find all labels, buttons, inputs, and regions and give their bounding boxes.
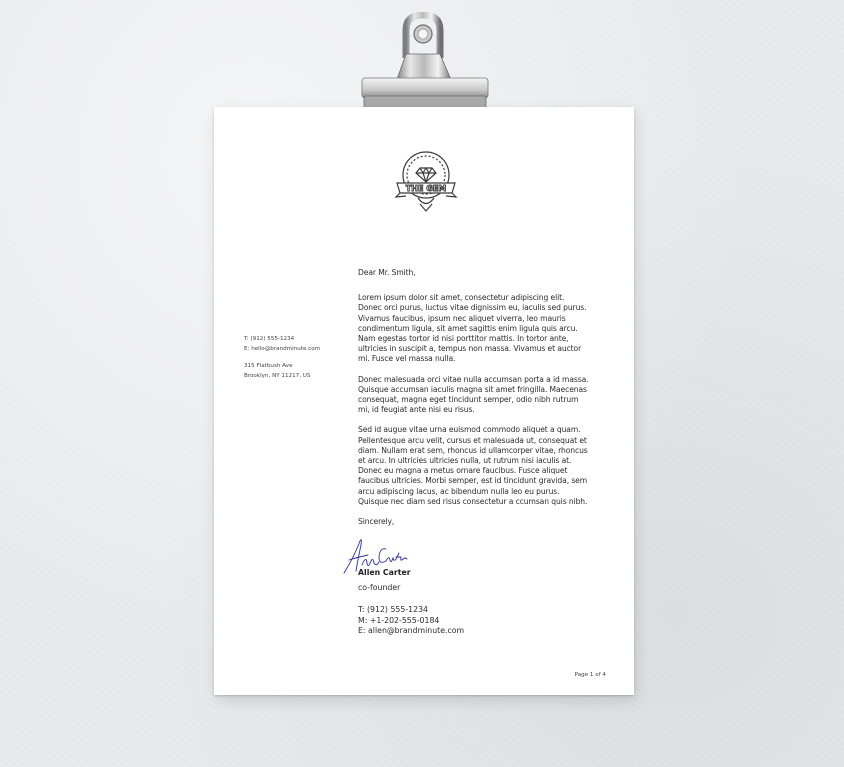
letter-closing: Sincerely, — [358, 517, 395, 527]
signer-name: Allen Carter — [358, 568, 411, 577]
signer-block — [358, 568, 464, 637]
letter-greeting: Dear Mr. Smith, — [358, 268, 416, 277]
company-contact-block — [244, 334, 320, 381]
signer-mobile: M: +1-202-555-0184 — [358, 615, 440, 625]
signer-email: E: allen@brandminute.com — [358, 626, 465, 635]
letter-paragraph-2: Donec malesuada orci vitae nulla accumsan porta a id massa. Quisque accumsan iaculis magna sit amet fringilla. Maecenas consequat, magna eget tincidunt semper, odio nibh rutrum mi, id feugiat ante nisi eu risus. — [358, 374, 589, 415]
letter-paragraph-3: Sed id augue vitae urna euismod commodo aliquet a quam. Pellentesque arcu velit, cursus et malesuada ut, consequat et diam. Nullam erat sem, rhoncus id ullamcorper vitae, rhoncus et arcu. In ultricies ultricies nulla, ut rutrum nisi iaculis at. Donec eu magna a metus ornare faucibus. Fusce aliquet faucibus ultricies. Morbi semper, est id tincidunt gravida, sem arcu adipiscing lacus, ac bibendum nulla leo eu purus. Quisque nec diam sed risus consectetur a ccumsan quis nibh. — [358, 425, 588, 506]
company-address-line2: Brooklyn, NY 11217, US — [244, 373, 311, 379]
company-phone: T: (912) 555-1234 — [244, 336, 295, 342]
letter-paper — [214, 107, 634, 695]
page-number: Page 1 of 4 — [574, 672, 606, 678]
binder-clip — [360, 12, 490, 120]
letter-body — [358, 268, 590, 527]
logo-text: THE GEM — [405, 184, 447, 193]
letter-paragraph-1: Lorem ipsum dolor sit amet, consectetur adipiscing elit. Donec orci purus, luctus vitae dignissim eu, iaculis sed purus. Vivamus faucibus, ipsum nec aliquet viverra, leo mauris condimentum ligula, sit amet sagittis enim ligula quis arcu. Nam egestas tortor id nisi porttitor mattis. In tortor ante, ultricies in suscipit a, tempus non massa. Vivamus et auctor mi. Fusce vel massa nulla. — [358, 293, 587, 364]
signer-phone: T: (912) 555-1234 — [358, 605, 428, 614]
gem-logo-icon — [394, 149, 458, 215]
company-email: E: hello@brandminute.com — [244, 346, 321, 352]
signer-role: co-founder — [358, 582, 401, 592]
company-address-line1: 315 Flatbush Ave — [244, 363, 293, 369]
